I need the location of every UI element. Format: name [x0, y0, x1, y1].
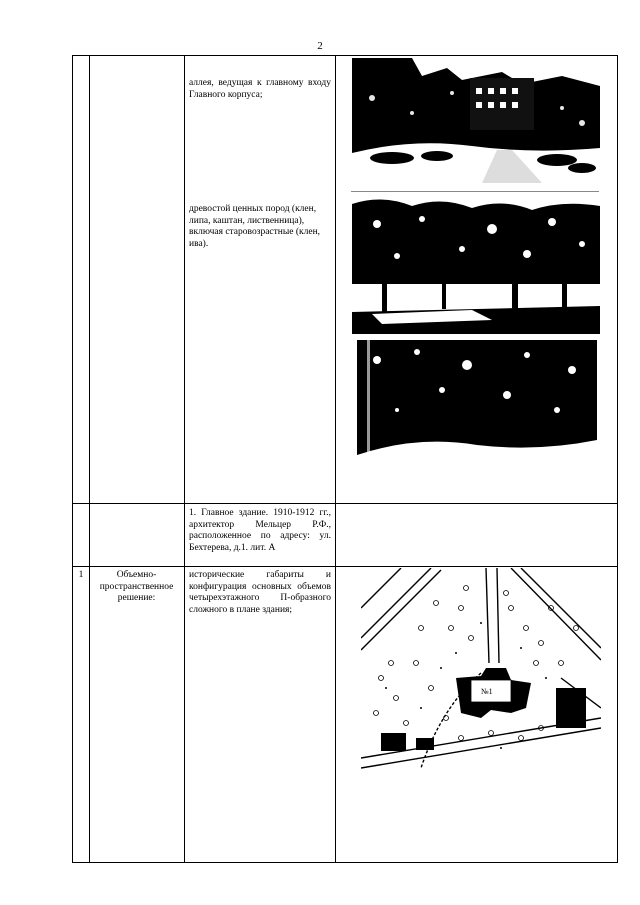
- row-divider: [73, 503, 617, 504]
- desc-alley: аллея, ведущая к главному входу Главного корпуса;: [189, 78, 331, 100]
- desc-volume: исторические габариты и конфигурация основных объемов четырехэтажного П-образного сложного в плане здания;: [189, 570, 331, 615]
- item-volume-spatial: Объемно-пространственное решение:: [99, 570, 174, 603]
- column-divider: [89, 56, 90, 862]
- map-building-label: №1: [481, 687, 493, 696]
- desc-trees: древостой ценных пород (клен, липа, каштан, лиственница), включая старовозрастные (клен, ива).: [189, 204, 321, 249]
- page-number: 2: [317, 40, 323, 52]
- photo-alley: [352, 58, 600, 183]
- row-divider: [73, 566, 617, 567]
- site-plan-map: [361, 568, 601, 780]
- photo-trees: [352, 194, 600, 334]
- photo-divider: [351, 191, 599, 192]
- column-divider: [335, 56, 336, 862]
- photo-old-trees: [357, 340, 597, 477]
- desc-main-building: 1. Главное здание. 1910-1912 гг., архитектор Мельцер Р.Ф., расположенное по адресу: ул. Бехтерева, д.1. лит. А: [189, 508, 331, 553]
- row-number: 1: [78, 570, 84, 580]
- column-divider: [184, 56, 185, 862]
- heritage-table: [72, 55, 618, 863]
